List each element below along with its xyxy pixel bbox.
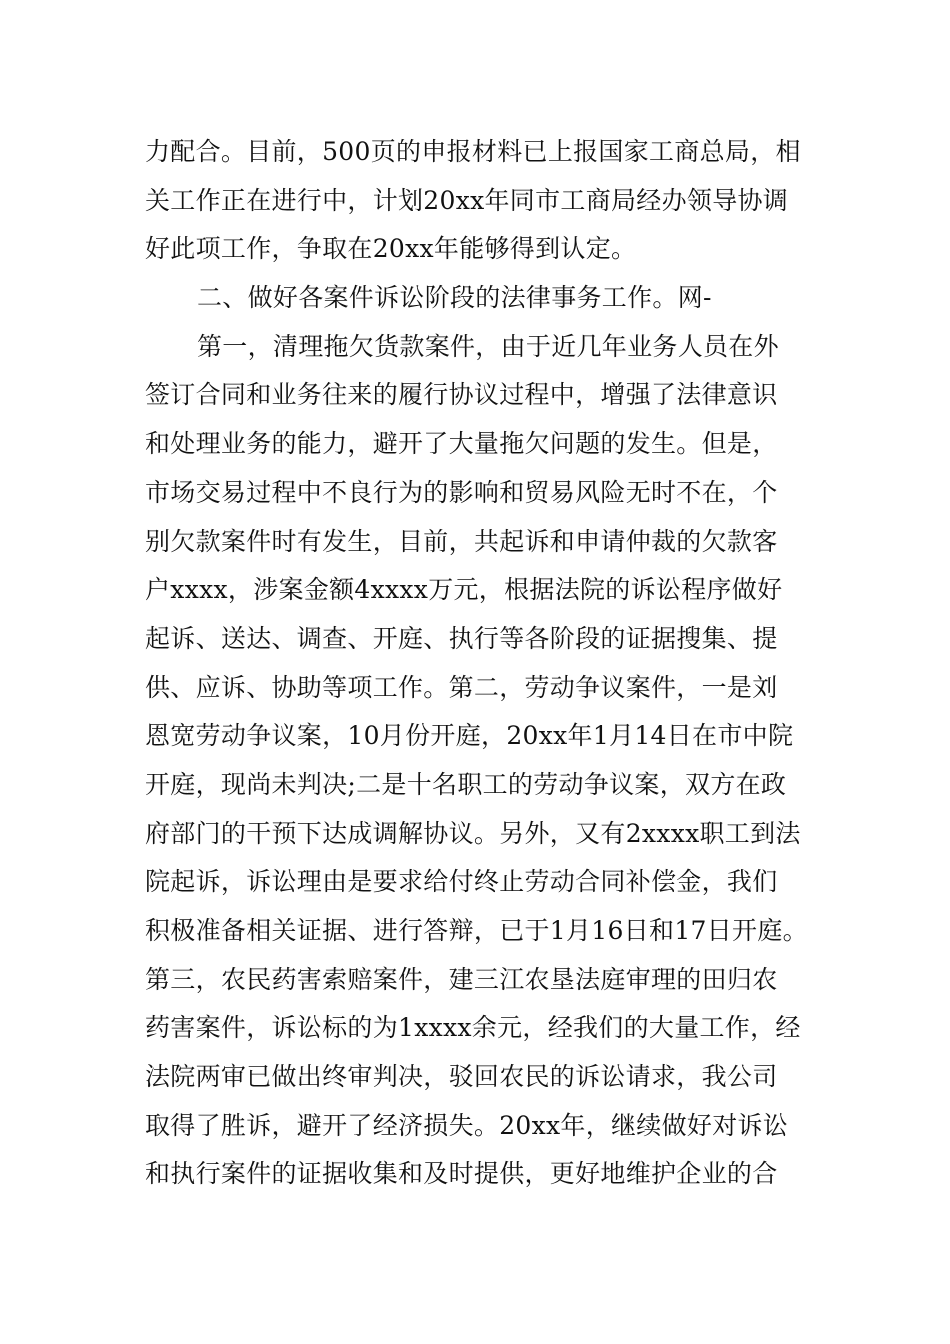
text-line: 和处理业务的能力，避开了大量拖欠问题的发生。但是， [145, 429, 778, 459]
text-line: 别欠款案件时有发生，目前，共起诉和申请仲裁的欠款客 [145, 526, 778, 556]
text-line: 法院两审已做出终审判决，驳回农民的诉讼请求，我公司 [145, 1062, 778, 1092]
paragraph-start-line: 第一，清理拖欠货款案件，由于近几年业务人员在外 [197, 331, 779, 361]
text-line: 关工作正在进行中，计划20xx年同市工商局经办领导协调 [145, 185, 789, 215]
text-line: 供、应诉、协助等项工作。第二，劳动争议案件，一是刘 [145, 672, 778, 702]
text-line: 第三，农民药害索赔案件，建三江农垦法庭审理的田归农 [145, 964, 778, 994]
text-line: 取得了胜诉，避开了经济损失。20xx年，继续做好对诉讼 [145, 1110, 789, 1140]
text-line: 签订合同和业务往来的履行协议过程中，增强了法律意识 [145, 380, 778, 410]
text-line: 起诉、送达、调查、开庭、执行等各阶段的证据搜集、提 [145, 623, 778, 653]
text-line: 户xxxx，涉案金额4xxxx万元，根据法院的诉讼程序做好 [145, 575, 783, 605]
text-line: 好此项工作，争取在20xx年能够得到认定。 [145, 234, 637, 264]
text-line: 积极准备相关证据、进行答辩，已于1月16日和17日开庭。 [145, 916, 808, 945]
document-body [145, 128, 845, 1199]
text-line: 府部门的干预下达成调解协议。另外，又有2xxxx职工到法 [145, 818, 801, 848]
text-line: 市场交易过程中不良行为的影响和贸易风险无时不在，个 [145, 477, 778, 507]
text-line: 药害案件，诉讼标的为1xxxx余元，经我们的大量工作，经 [145, 1013, 801, 1043]
text-line: 力配合。目前，500页的申报材料已上报国家工商总局，相 [145, 137, 801, 166]
text-line: 恩宽劳动争议案，10月份开庭，20xx年1月14日在市中院 [145, 721, 794, 751]
text-line: 院起诉，诉讼理由是要求给付终止劳动合同补偿金，我们 [145, 867, 778, 897]
text-line: 和执行案件的证据收集和及时提供，更好地维护企业的合 [145, 1159, 778, 1189]
section-heading: 二、做好各案件诉讼阶段的法律事务工作。网- [197, 283, 712, 313]
text-line: 开庭，现尚未判决;二是十名职工的劳动争议案，双方在政 [145, 769, 787, 799]
